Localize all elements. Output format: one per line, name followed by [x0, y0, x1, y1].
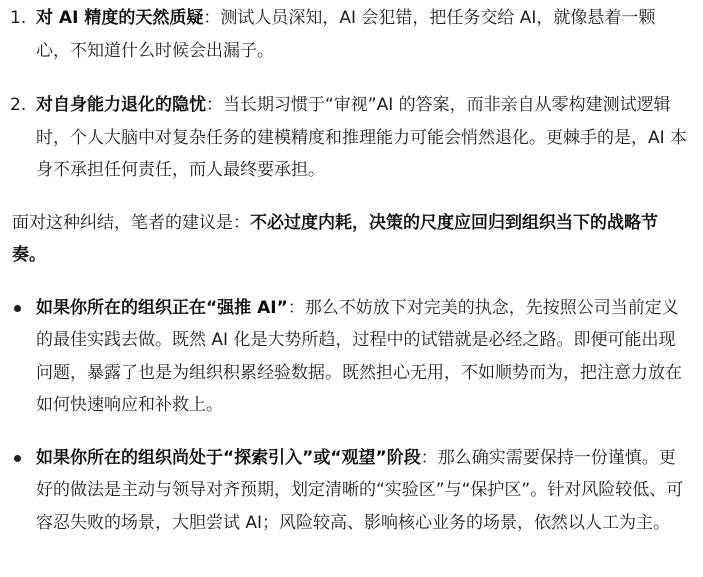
bullet-item-heading: 如果你所在的组织尚处于“探索引入”或“观望”阶段 [36, 447, 421, 468]
list-item-heading: 对 AI 精度的天然质疑 [36, 8, 204, 28]
list-item [0, 89, 703, 187]
bullet-dot [14, 455, 21, 462]
list-number: 1. [10, 8, 27, 28]
bullet-item [0, 442, 703, 540]
list-item [0, 2, 703, 67]
bullet-dot [14, 305, 21, 312]
list-number: 2. [10, 95, 27, 115]
article-body [0, 2, 703, 539]
paragraph-emphasis: 不必过度内耗，决策的尺度应回归到组织当下的战略节奏。 [12, 212, 658, 265]
recommendation-paragraph [0, 207, 703, 272]
list-item-heading: 对自身能力退化的隐忧 [36, 95, 206, 115]
bullet-item-heading: 如果你所在的组织正在“强推 AI” [36, 297, 288, 318]
list-item-text: ：测试人员深知，AI 会犯错，把任务交给 AI，就像悬着一颗心，不知道什么时候会出漏子。 [36, 8, 656, 61]
list-item-text: ：当长期习惯于“审视”AI 的答案，而非亲自从零构建测试逻辑时，个人大脑中对复杂任务的建模精度和推理能力可能会悄然退化。更棘手的是，AI 本身不承担任何责任，而人最终要承担。 [36, 95, 688, 180]
bullet-item-text: ：那么确实需要保持一份谨慎。更好的做法是主动与领导对齐预期，划定清晰的“实验区”与“保护区”。针对风险较低、可容忍失败的场景，大胆尝试 AI；风险较高、影响核心业务的场景，依然以人工为主。 [36, 447, 684, 533]
bullet-item-text: ：那么不妨放下对完美的执念，先按照公司当前定义的最佳实践去做。既然 AI 化是大势所趋，过程中的试错就是必经之路。即便可能出现问题，暴露了也是为组织积累经验数据。既然担心无用，不如顺势而为，把注意力放在如何快速响应和补救上。 [36, 297, 682, 415]
bullet-item [0, 292, 703, 422]
paragraph-lead: 面对这种纠结，笔者的建议是： [12, 212, 250, 233]
